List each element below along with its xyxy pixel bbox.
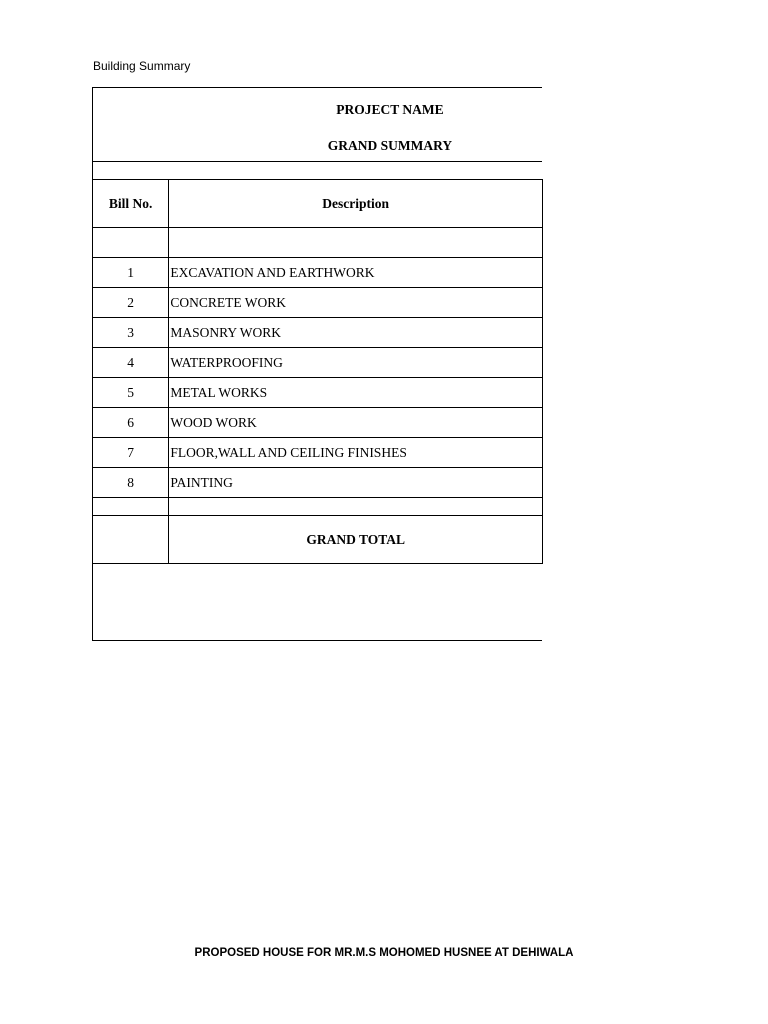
document-footer: PROPOSED HOUSE FOR MR.M.S MOHOMED HUSNEE AT DEHIWALA [194,947,574,959]
empty-cell [93,498,169,516]
table-row [93,378,543,408]
project-name: PROJECT NAME [336,102,444,117]
table-row [93,468,543,498]
bill-number: 8 [93,468,169,498]
bill-number: 7 [93,438,169,468]
table-row [93,258,543,288]
bill-number: 2 [93,288,169,318]
bill-description: EXCAVATION AND EARTHWORK [169,258,543,288]
bill-number: 4 [93,348,169,378]
empty-cell [93,516,169,564]
page-header: Building Summary [93,59,191,73]
summary-frame [92,87,542,641]
table-header-row [93,180,543,228]
table-row [93,348,543,378]
table-row [93,408,543,438]
bill-description: FLOOR,WALL AND CEILING FINISHES [169,438,543,468]
bill-number: 1 [93,258,169,288]
bill-number: 5 [93,378,169,408]
bill-number: 3 [93,318,169,348]
column-header-bill-no: Bill No. [93,180,169,228]
bill-description: WOOD WORK [169,408,543,438]
title-divider [92,161,542,162]
table-row [93,318,543,348]
column-header-description: Description [169,180,543,228]
grand-summary-title: GRAND SUMMARY [327,138,453,153]
table-row-blank [93,228,543,258]
bill-description: PAINTING [169,468,543,498]
grand-total-label: GRAND TOTAL [169,516,543,564]
grand-total-row [93,516,543,564]
bill-number: 6 [93,408,169,438]
bill-description: CONCRETE WORK [169,288,543,318]
table-row-spacer [93,498,543,516]
table-row [93,288,543,318]
bill-description: METAL WORKS [169,378,543,408]
summary-table [92,179,543,564]
empty-cell [169,228,543,258]
empty-cell [169,498,543,516]
bill-description: MASONRY WORK [169,318,543,348]
empty-cell [93,228,169,258]
bill-description: WATERPROOFING [169,348,543,378]
table-row [93,438,543,468]
